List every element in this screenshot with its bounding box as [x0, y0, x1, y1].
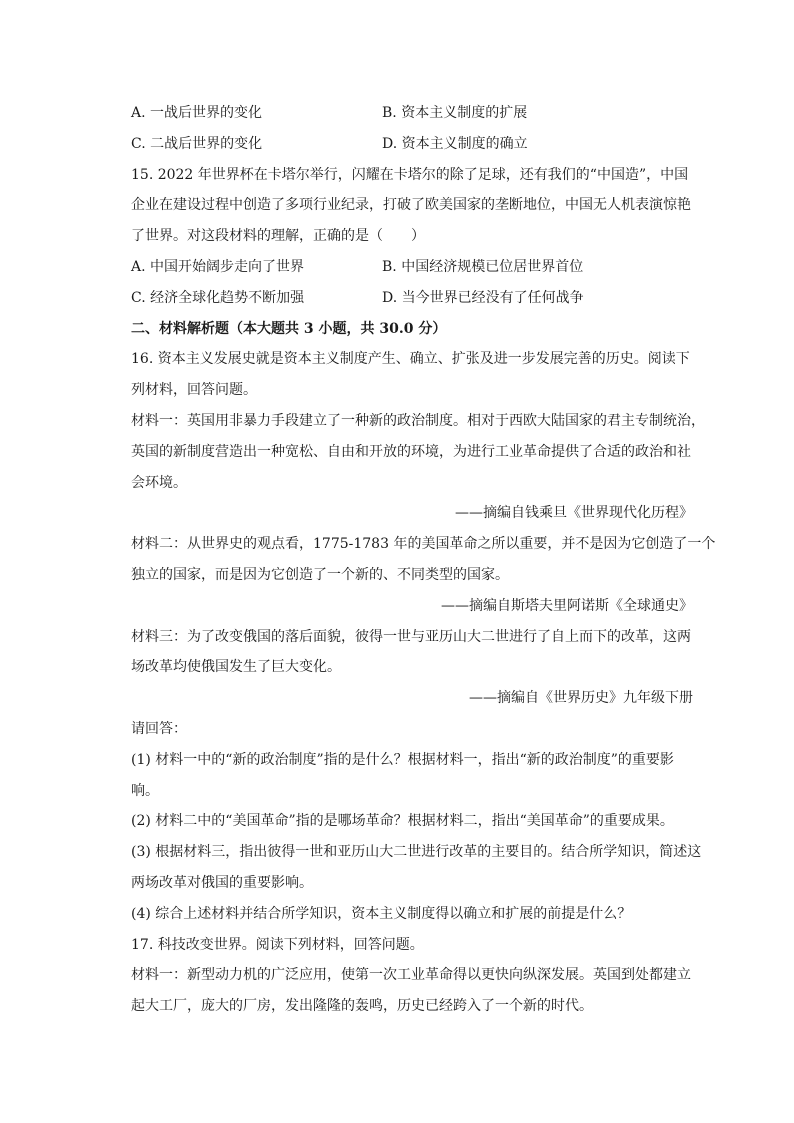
- q16-material-1-source: ——摘编自钱乘旦《世界现代化历程》: [455, 505, 693, 522]
- q16-intro-line-2: 列材料，回答问题。: [131, 382, 257, 399]
- q14-option-a[interactable]: A. 一战后世界的变化: [131, 105, 263, 121]
- q15-stem-line-1: 15. 2022 年世界杯在卡塔尔举行，闪耀在卡塔尔的除了足球，还有我们的“中国造”，中国: [131, 166, 689, 183]
- q16-sub-question-1-line-2: 响。: [131, 782, 159, 799]
- q15-option-b[interactable]: B. 中国经济规模已位居世界首位: [382, 258, 584, 275]
- q16-material-3-source: ——摘编自《世界历史》九年级下册: [469, 690, 693, 707]
- q16-sub-question-4: (4) 综合上述材料并结合所学知识，资本主义制度得以确立和扩展的前提是什么？: [131, 905, 632, 922]
- q17-intro: 17. 科技改变世界。阅读下列材料，回答问题。: [131, 936, 424, 953]
- q16-sub-question-3-line-1: (3) 根据材料三，指出彼得一世和亚历山大二世进行改革的主要目的。结合所学知识，简述这: [131, 844, 702, 861]
- section-2-title: 二、材料解析题（本大题共 3 小题，共 30.0 分）: [131, 320, 447, 337]
- q16-sub-question-1-line-1: (1) 材料一中的“新的政治制度”指的是什么？根据材料一，指出“新的政治制度”的重要影: [131, 751, 674, 768]
- q15-options-row-2: [131, 283, 693, 314]
- q15-options-row-1: [131, 252, 693, 283]
- q17-material-1-line-2: 起大工厂，庞大的厂房，发出隆隆的轰鸣，历史已经跨入了一个新的时代。: [131, 998, 593, 1015]
- q16-material-3-line-1: 材料三：为了改变俄国的落后面貌，彼得一世与亚历山大二世进行了自上而下的改革，这两: [131, 628, 691, 645]
- q16-material-3-line-2: 场改革均使俄国发生了巨大变化。: [131, 659, 341, 676]
- q16-material-2-line-2: 独立的国家，而是因为它创造了一个新的、不同类型的国家。: [131, 566, 509, 583]
- q16-material-1-line-1: 材料一：英国用非暴力手段建立了一种新的政治制度。相对于西欧大陆国家的君主专制统治，: [131, 412, 705, 429]
- q14-option-b[interactable]: B. 资本主义制度的扩展: [382, 105, 528, 121]
- q16-material-2-source: ——摘编自斯塔夫里阿诺斯《全球通史》: [441, 597, 693, 614]
- q15-option-d[interactable]: D. 当今世界已经没有了任何战争: [382, 289, 584, 306]
- q17-material-1-line-1: 材料一：新型动力机的广泛应用，使第一次工业革命得以更快向纵深发展。英国到处都建立: [131, 967, 691, 984]
- q16-material-2-line-1: 材料二：从世界史的观点看，1775-1783 年的美国革命之所以重要，并不是因为它创造了一个: [131, 536, 716, 553]
- q16-sub-question-3-line-2: 两场改革对俄国的重要影响。: [131, 874, 313, 891]
- q14-options-row-2: [131, 129, 693, 160]
- q15-option-a[interactable]: A. 中国开始阔步走向了世界: [131, 258, 305, 275]
- q16-answer-prompt: 请回答：: [131, 720, 187, 737]
- q14-option-c[interactable]: C. 二战后世界的变化: [131, 135, 263, 152]
- q15-stem-line-2: 企业在建设过程中创造了多项行业纪录，打破了欧美国家的垄断地位，中国无人机表演惊艳: [131, 197, 691, 214]
- q16-material-1-line-3: 会环境。: [131, 474, 187, 491]
- q16-sub-question-2: (2) 材料二中的“美国革命”指的是哪场革命？根据材料二，指出“美国革命”的重要成果。: [131, 813, 674, 830]
- q16-material-1-line-2: 英国的新制度营造出一种宽松、自由和开放的环境，为进行工业革命提供了合适的政治和社: [131, 443, 691, 460]
- q15-option-c[interactable]: C. 经济全球化趋势不断加强: [131, 289, 305, 306]
- q15-stem-line-3: 了世界。对这段材料的理解，正确的是（ ）: [131, 228, 425, 245]
- q16-intro-line-1: 16. 资本主义发展史就是资本主义制度产生、确立、扩张及进一步发展完善的历史。阅读下: [131, 351, 690, 368]
- q14-option-d[interactable]: D. 资本主义制度的确立: [382, 135, 528, 152]
- exam-page: [131, 98, 716, 1022]
- q14-options-row-1: [131, 98, 693, 129]
